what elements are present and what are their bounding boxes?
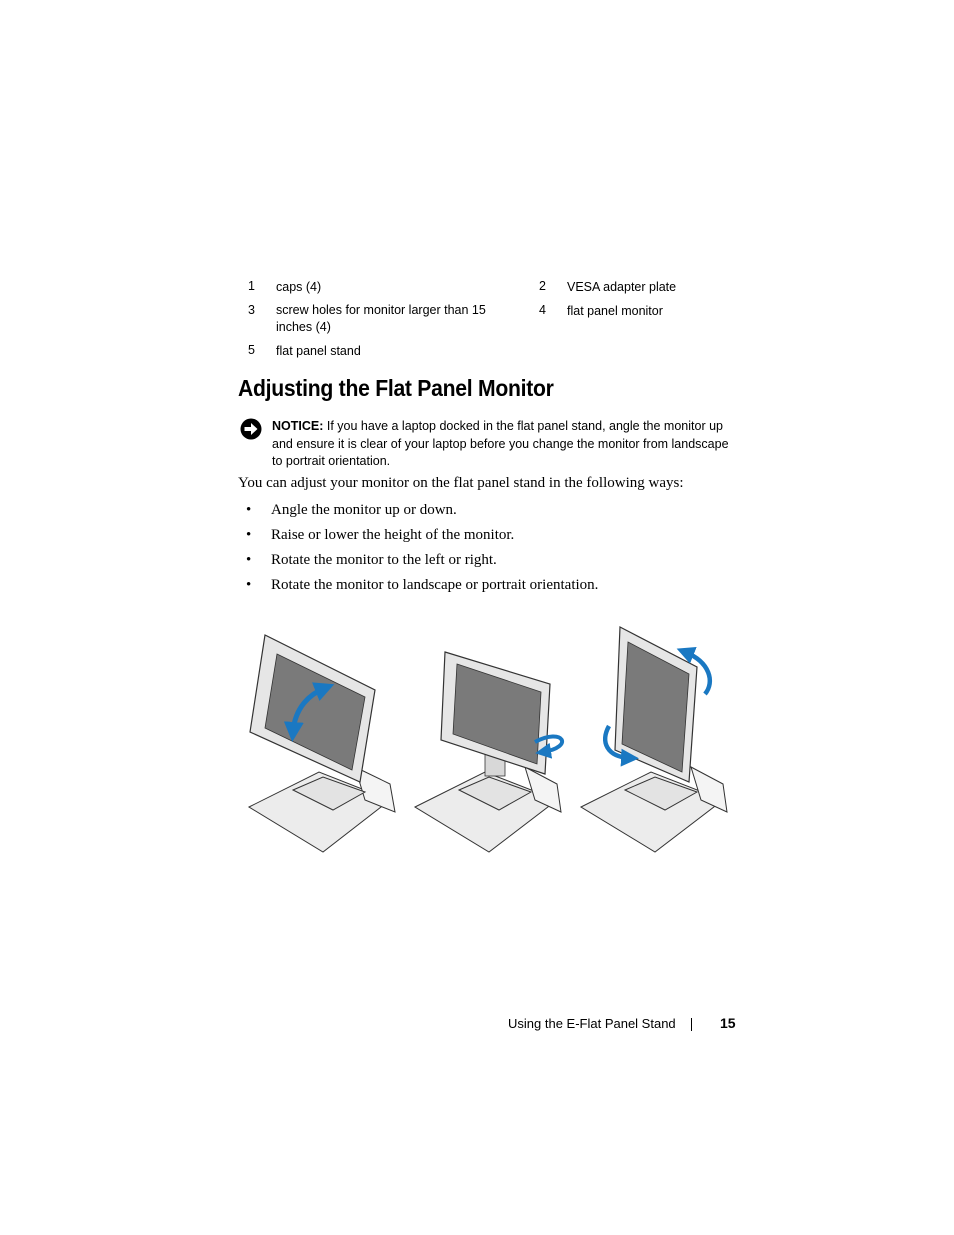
intro-paragraph: You can adjust your monitor on the flat panel stand in the following ways: (238, 475, 684, 491)
list-item-text: Raise or lower the height of the monitor. (271, 527, 515, 543)
footer-separator (691, 1018, 692, 1031)
list-item-text: Angle the monitor up or down. (271, 502, 457, 518)
list-item: • Rotate the monitor to the left or right. (246, 552, 497, 568)
notice-arrow-icon (240, 418, 262, 440)
tilt-monitor-figure (249, 635, 395, 852)
list-item-text: Rotate the monitor to the left or right. (271, 552, 497, 568)
notice-line-2: and ensure it is clear of your laptop before you change the monitor from landscape (272, 436, 729, 451)
notice-text (272, 418, 742, 471)
swivel-monitor-figure (415, 652, 562, 852)
callout-text-1: caps (4) (276, 280, 322, 294)
notice-label: NOTICE: (272, 419, 324, 433)
adjustment-list (246, 500, 598, 600)
callout-number-5: 5 (248, 343, 255, 357)
list-item: • Angle the monitor up or down. (246, 502, 457, 518)
notice-line-3: to portrait orientation. (272, 454, 391, 468)
monitor-adjustment-illustration (245, 622, 735, 857)
section-title: Adjusting the Flat Panel Monitor (238, 375, 554, 401)
list-item-text: Rotate the monitor to landscape or portrait orientation. (271, 577, 599, 593)
callout-text-3-line2: inches (4) (276, 320, 331, 334)
callout-text-4: flat panel monitor (567, 304, 663, 318)
callout-text-3-line1: screw holes for monitor larger than 15 (276, 303, 486, 317)
callout-number-3: 3 (248, 303, 255, 317)
footer-title: Using the E-Flat Panel Stand (508, 1016, 676, 1031)
page-number: 15 (720, 1015, 736, 1031)
list-item: • Raise or lower the height of the monitor. (246, 527, 515, 543)
pivot-monitor-figure (581, 627, 727, 852)
notice-line-1: If you have a laptop docked in the flat panel stand, angle the monitor up (326, 419, 723, 433)
list-item: • Rotate the monitor to landscape or portrait orientation. (246, 577, 599, 593)
callout-number-2: 2 (539, 279, 546, 293)
callout-number-1: 1 (248, 279, 255, 293)
callout-number-4: 4 (539, 303, 546, 317)
callout-text-5: flat panel stand (276, 344, 361, 358)
callout-text-2: VESA adapter plate (567, 280, 677, 294)
